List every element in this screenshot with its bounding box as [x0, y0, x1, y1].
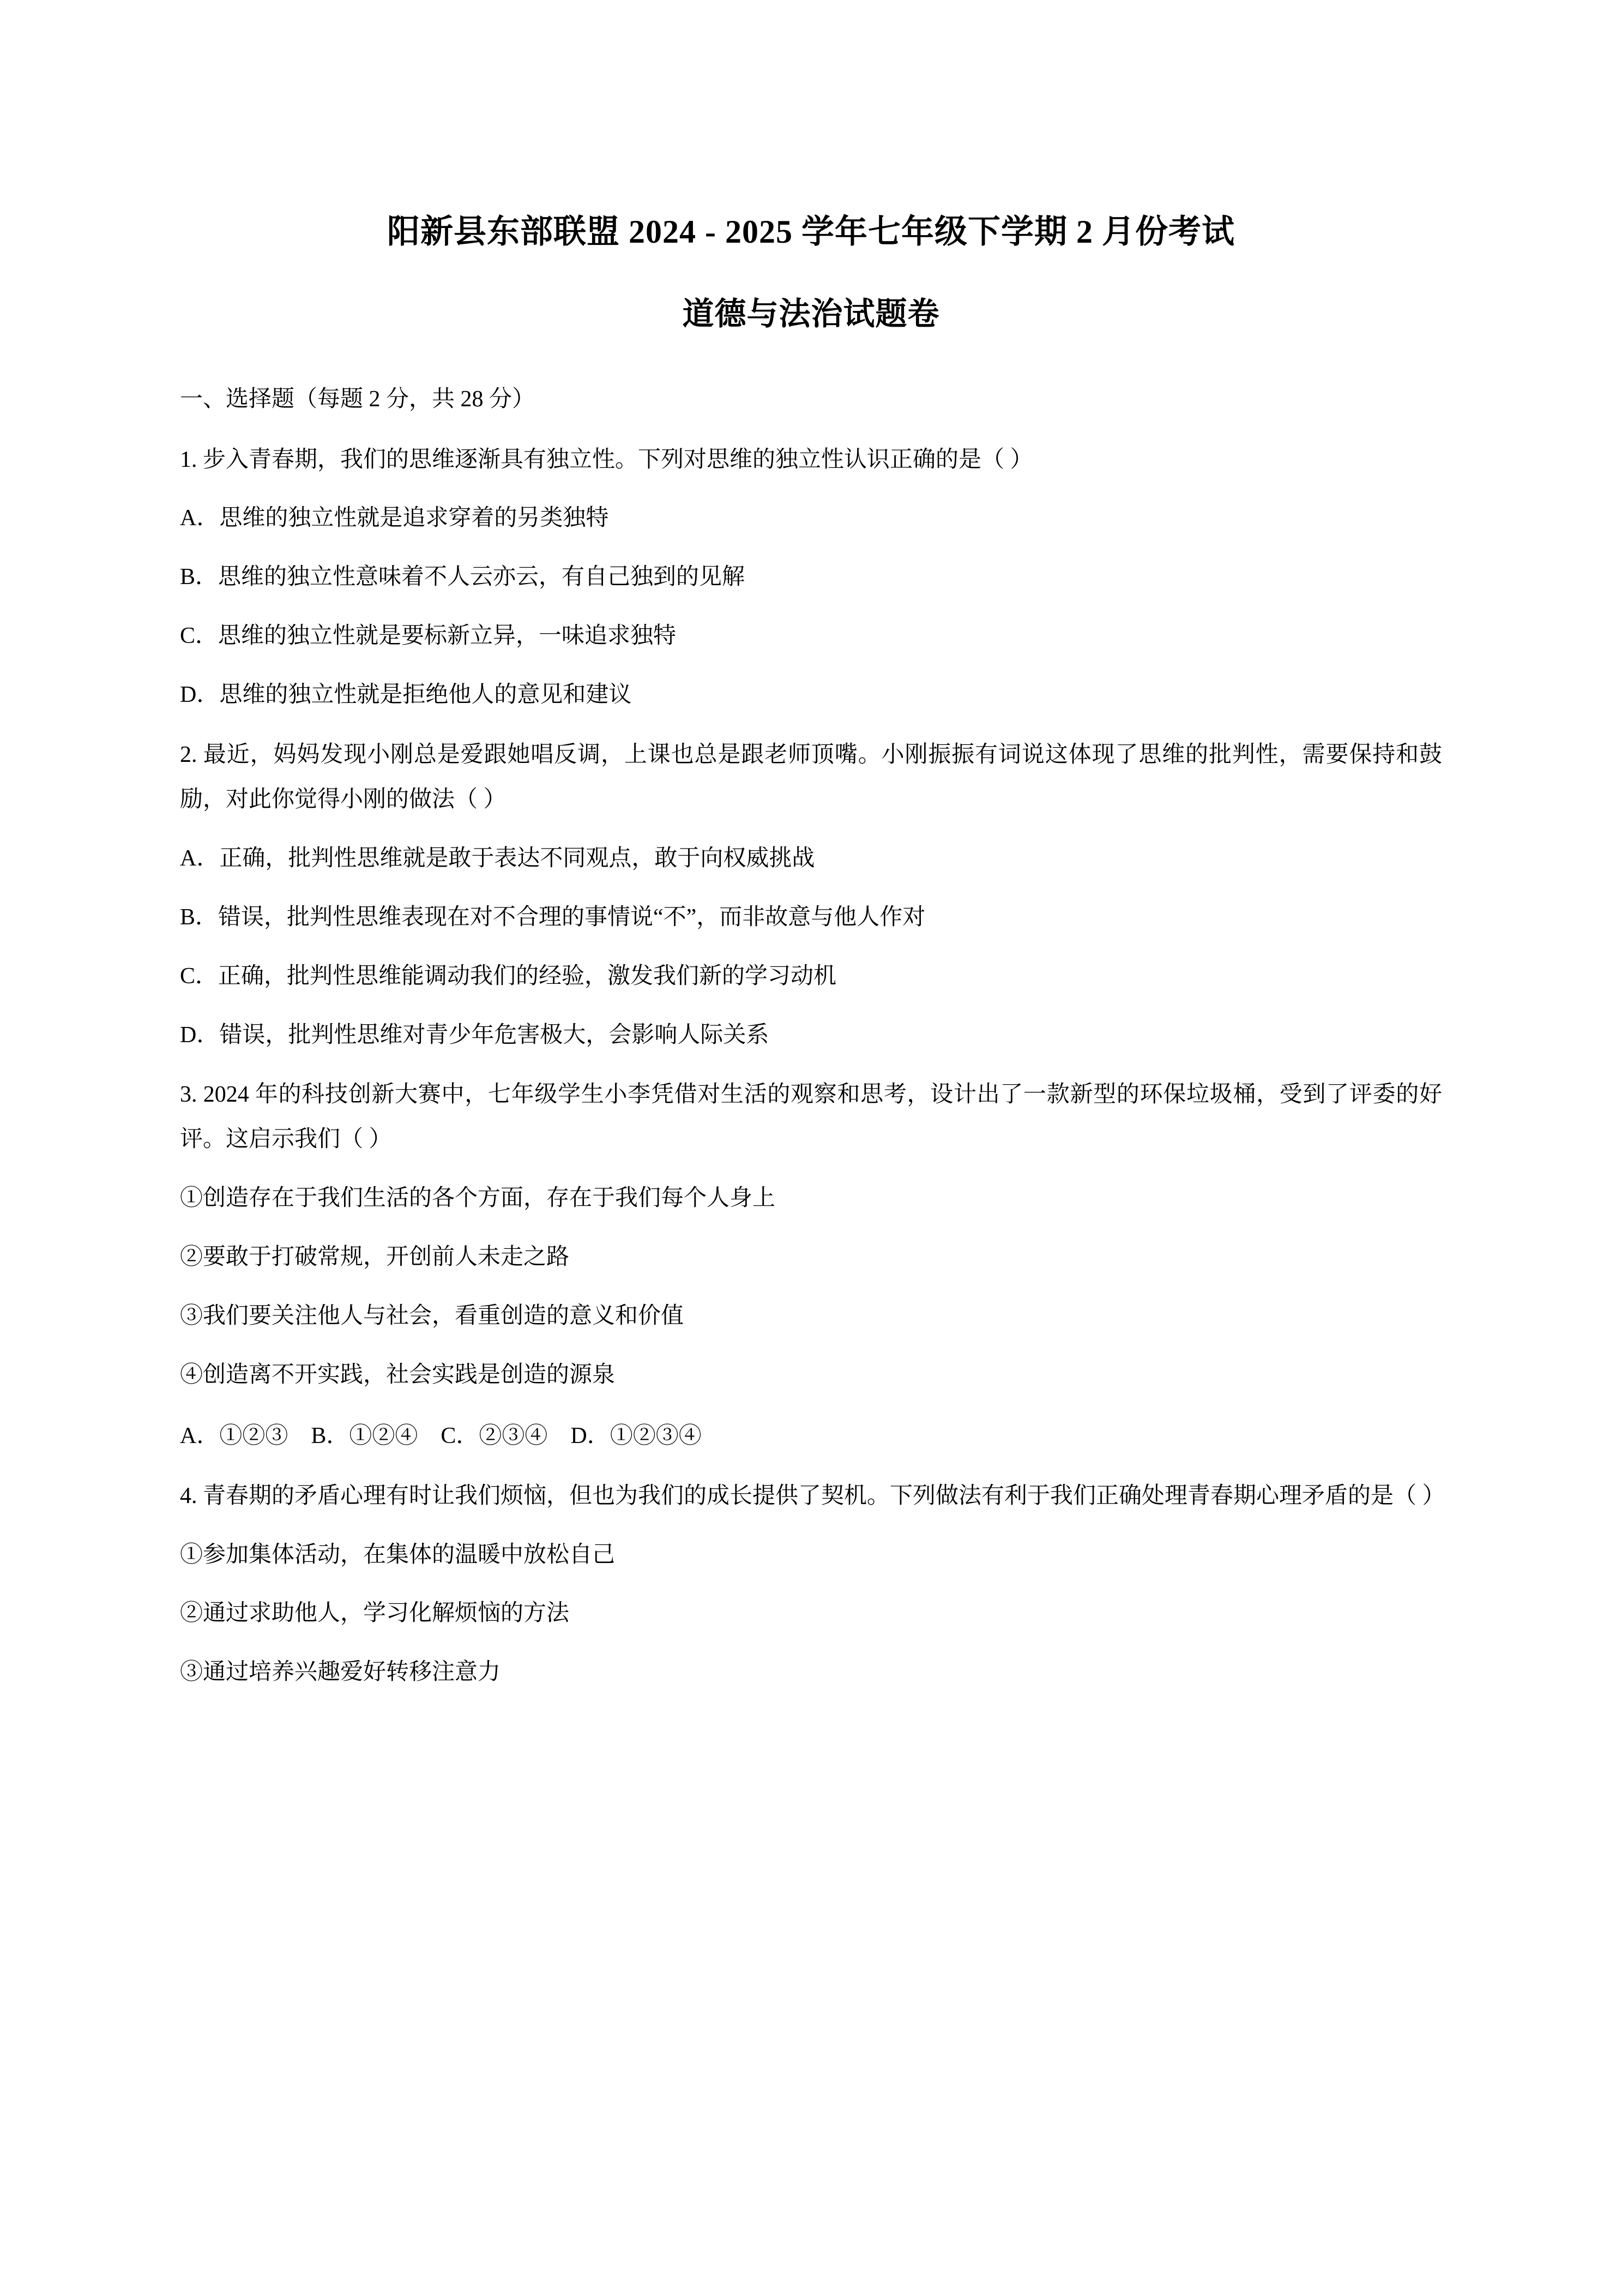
question-answer-row: A．①②③ B．①②④ C．②③④ D．①②③④	[180, 1423, 702, 1448]
question-option: ①创造存在于我们生活的各个方面，存在于我们每个人身上	[180, 1186, 776, 1211]
question-block	[180, 438, 1442, 718]
question-option: A．思维的独立性就是追求穿着的另类独特	[180, 506, 609, 531]
question-stem: 2. 最近，妈妈发现小刚总是爱跟她唱反调，上课也总是跟老师顶嘴。小刚振振有词说这体现了思维的批判性，需要保持和鼓励，对此你觉得小刚的做法（ ）	[180, 742, 1442, 812]
question-option: ①参加集体活动，在集体的温暖中放松自己	[180, 1542, 616, 1567]
question-block	[180, 733, 1442, 1057]
question-option: ②要敢于打破常规，开创前人未走之路	[180, 1245, 570, 1270]
page-subtitle: 道德与法治试题卷	[682, 296, 940, 332]
question-block	[180, 1474, 1445, 1696]
question-stem: 1. 步入青春期，我们的思维逐渐具有独立性。下列对思维的独立性认识正确的是（ ）	[180, 447, 1033, 472]
question-stem: 4. 青春期的矛盾心理有时让我们烦恼，但也为我们的成长提供了契机。下列做法有利于我们正确处理青春期心理矛盾的是（ ）	[180, 1483, 1445, 1508]
question-option: A．正确，批判性思维就是敢于表达不同观点，敢于向权威挑战	[180, 845, 815, 871]
question-option: D．错误，批判性思维对青少年危害极大，会影响人际关系	[180, 1022, 769, 1048]
question-option: ③通过培养兴趣爱好转移注意力	[180, 1660, 501, 1685]
section-heading: 一、选择题（每题 2 分，共 28 分）	[180, 386, 535, 412]
question-stem: 3. 2024 年的科技创新大赛中，七年级学生小李凭借对生活的观察和思考，设计出了一款新型的环保垃圾桶，受到了评委的好评。这启示我们（ ）	[180, 1082, 1442, 1152]
question-option: C．正确，批判性思维能调动我们的经验，激发我们新的学习动机	[180, 963, 837, 989]
question-block	[180, 1073, 1442, 1458]
question-option: D．思维的独立性就是拒绝他人的意见和建议	[180, 682, 632, 708]
question-option: B．错误，批判性思维表现在对不合理的事情说“不”，而非故意与他人作对	[180, 904, 926, 930]
question-option: ④创造离不开实践，社会实践是创造的源泉	[180, 1362, 616, 1387]
question-option: ③我们要关注他人与社会，看重创造的意义和价值	[180, 1303, 684, 1329]
question-option: B．思维的独立性意味着不人云亦云，有自己独到的见解	[180, 564, 745, 590]
question-option: ②通过求助他人，学习化解烦恼的方法	[180, 1601, 570, 1626]
question-option: C．思维的独立性就是要标新立异，一味追求独特	[180, 623, 677, 649]
page-title: 阳新县东部联盟 2024 - 2025 学年七年级下学期 2 月份考试	[387, 214, 1235, 250]
